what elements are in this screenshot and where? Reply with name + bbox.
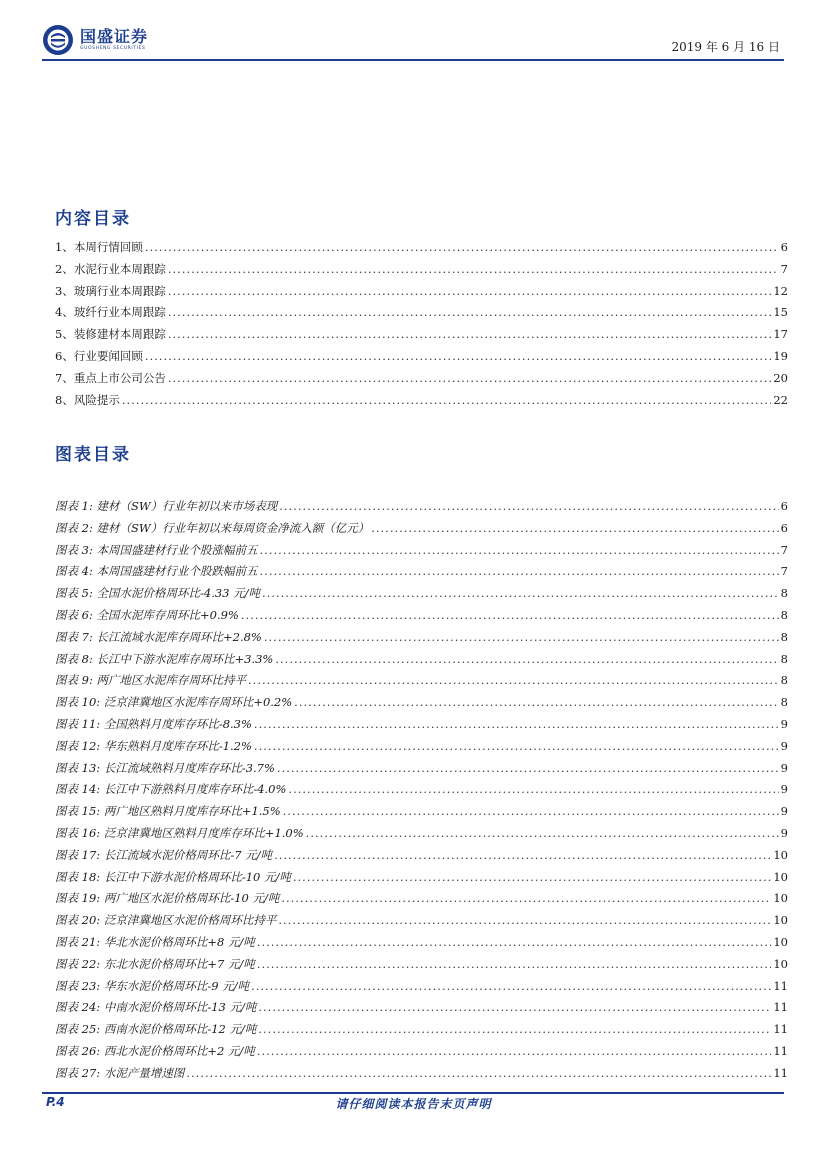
- logo-subtitle: GUOSHENG SECURITIES: [80, 46, 146, 51]
- dot-leader: [257, 932, 772, 954]
- logo-mark-icon: [42, 24, 74, 56]
- dot-leader: [168, 302, 772, 324]
- figure-entry-page: 9: [780, 782, 788, 797]
- dot-leader: [168, 281, 772, 303]
- figure-entry-page: 10: [773, 934, 788, 949]
- figure-entry[interactable]: [55, 540, 788, 562]
- toc-entry[interactable]: [55, 302, 788, 324]
- figure-entry-page: 6: [780, 499, 788, 513]
- figure-entry[interactable]: [55, 605, 788, 627]
- figure-entry-label: 图表 1: 建材（SW）行业年初以来市场表现: [55, 499, 278, 513]
- figure-entry[interactable]: [55, 1019, 788, 1041]
- figure-entry-label: 图表 6: 全国水泥库存周环比+0.9%: [55, 607, 239, 622]
- figure-entry[interactable]: [55, 1041, 788, 1063]
- figure-entry[interactable]: [55, 932, 788, 954]
- figure-entry[interactable]: [55, 627, 788, 649]
- dot-leader: [283, 801, 779, 823]
- footer-divider: [42, 1092, 784, 1094]
- figure-entry[interactable]: [55, 801, 788, 823]
- logo-name: 国盛证券: [80, 27, 149, 46]
- figure-entry[interactable]: [55, 845, 788, 867]
- figure-entry-label: 图表 11: 全国熟料月度库存环比-8.3%: [55, 716, 252, 731]
- footer-disclaimer: 请仔细阅读本报告末页声明: [335, 1097, 492, 1111]
- figure-entry-label: 图表 27: 水泥产量增速图: [55, 1065, 185, 1080]
- dot-leader: [264, 627, 779, 649]
- figure-entry-label: 图表 13: 长江流域熟料月度库存环比-3.7%: [55, 760, 275, 775]
- figure-entry-page: 11: [773, 1043, 788, 1058]
- figure-entry[interactable]: [55, 714, 788, 736]
- figure-entry-label: 图表 19: 两广地区水泥价格周环比-10 元/吨: [55, 891, 280, 906]
- toc-entry-page: 17: [773, 327, 788, 342]
- figure-entry[interactable]: [55, 779, 788, 801]
- dot-leader: [371, 518, 778, 540]
- figure-entry-label: 图表 24: 中南水泥价格周环比-13 元/吨: [55, 1000, 257, 1015]
- toc-entry-page: 6: [780, 240, 788, 254]
- dot-leader: [186, 1063, 771, 1085]
- toc-entry-page: 12: [773, 283, 788, 298]
- figure-entry-label: 图表 4: 本周国盛建材行业个股跌幅前五: [55, 564, 258, 579]
- toc-entry-page: 15: [773, 305, 788, 320]
- figure-entry[interactable]: [55, 1063, 788, 1085]
- contents-list: [55, 237, 788, 411]
- figure-entry-page: 9: [780, 760, 788, 775]
- figure-entry-label: 图表 9: 两广地区水泥库存周环比持平: [55, 673, 247, 688]
- figure-entry-label: 图表 16: 泛京津冀地区熟料月度库存环比+1.0%: [55, 825, 304, 840]
- dot-leader: [275, 649, 778, 671]
- figure-entry-page: 7: [780, 564, 788, 579]
- dot-leader: [257, 1041, 772, 1063]
- dot-leader: [122, 390, 772, 412]
- figure-entry[interactable]: [55, 888, 788, 910]
- figure-entry-label: 图表 23: 华东水泥价格周环比-9 元/吨: [55, 978, 250, 993]
- figure-entry-label: 图表 12: 华东熟料月度库存环比-1.2%: [55, 738, 252, 753]
- toc-entry-label: 8、风险提示: [55, 392, 120, 407]
- figure-entry-label: 图表 5: 全国水泥价格周环比-4.33 元/吨: [55, 586, 261, 601]
- figure-entry[interactable]: [55, 561, 788, 583]
- company-logo: [42, 24, 148, 56]
- dot-leader: [254, 736, 779, 758]
- toc-entry-label: 2、水泥行业本周跟踪: [55, 261, 166, 276]
- figure-entry-label: 图表 26: 西北水泥价格周环比+2 元/吨: [55, 1043, 255, 1058]
- figure-entry-label: 图表 20: 泛京津冀地区水泥价格周环比持平: [55, 913, 277, 928]
- figure-entry-page: 11: [773, 1000, 788, 1015]
- dot-leader: [145, 237, 779, 259]
- toc-entry-page: 19: [773, 348, 788, 363]
- dot-leader: [168, 368, 772, 390]
- figure-entry-label: 图表 10: 泛京津冀地区水泥库存周环比+0.2%: [55, 695, 293, 710]
- figure-entry[interactable]: [55, 954, 788, 976]
- dot-leader: [248, 670, 779, 692]
- figure-entry[interactable]: [55, 583, 788, 605]
- figure-entry-page: 11: [773, 1022, 788, 1037]
- figure-entry-page: 8: [780, 651, 788, 666]
- toc-entry-label: 1、本周行情回顾: [55, 240, 143, 254]
- toc-entry-page: 7: [780, 261, 788, 276]
- toc-entry[interactable]: [55, 368, 788, 390]
- figure-entry-page: 8: [780, 629, 788, 644]
- figure-entry-label: 图表 25: 西南水泥价格周环比-12 元/吨: [55, 1022, 257, 1037]
- figure-entry-label: 图表 21: 华北水泥价格周环比+8 元/吨: [55, 934, 255, 949]
- page-header: [42, 24, 784, 64]
- figure-entry-label: 图表 14: 长江中下游熟料月度库存环比-4.0%: [55, 782, 287, 797]
- figure-entry-page: 9: [780, 738, 788, 753]
- figure-entry-page: 10: [773, 869, 788, 884]
- figure-entry[interactable]: [55, 649, 788, 671]
- figure-entry-page: 10: [773, 891, 788, 906]
- figure-entry-page: 10: [773, 847, 788, 862]
- figure-entry[interactable]: [55, 736, 788, 758]
- figure-entry-label: 图表 22: 东北水泥价格周环比+7 元/吨: [55, 956, 255, 971]
- figure-entry-label: 图表 15: 两广地区熟料月度库存环比+1.5%: [55, 804, 281, 819]
- figure-entry-page: 6: [780, 520, 788, 535]
- dot-leader: [254, 714, 779, 736]
- toc-entry[interactable]: [55, 281, 788, 303]
- dot-leader: [168, 259, 779, 281]
- dot-leader: [278, 910, 771, 932]
- dot-leader: [306, 823, 779, 845]
- dot-leader: [251, 976, 771, 998]
- figure-entry-page: 8: [780, 586, 788, 601]
- figure-entry-page: 11: [773, 1065, 788, 1080]
- figure-entry[interactable]: [55, 758, 788, 780]
- toc-entry-page: 22: [773, 392, 788, 407]
- figure-entry[interactable]: [55, 997, 788, 1019]
- figure-entry-page: 10: [773, 913, 788, 928]
- figure-entry[interactable]: [55, 670, 788, 692]
- figures-title: 图表目录: [55, 445, 131, 465]
- toc-entry[interactable]: [55, 390, 788, 412]
- footer-page-number: P.4: [46, 1095, 65, 1109]
- figure-entry-page: 8: [780, 695, 788, 710]
- figure-entry[interactable]: [55, 692, 788, 714]
- figure-entry-page: 9: [780, 825, 788, 840]
- dot-leader: [168, 324, 772, 346]
- figure-entry-label: 图表 18: 长江中下游水泥价格周环比-10 元/吨: [55, 869, 291, 884]
- contents-title: 内容目录: [55, 209, 131, 229]
- dot-leader: [145, 346, 772, 368]
- header-divider: [42, 59, 784, 61]
- figure-entry-label: 图表 8: 长江中下游水泥库存周环比+3.3%: [55, 651, 274, 666]
- toc-entry-label: 4、玻纤行业本周跟踪: [55, 305, 166, 320]
- figure-entry-page: 8: [780, 673, 788, 688]
- dot-leader: [277, 758, 779, 780]
- dot-leader: [281, 888, 771, 910]
- toc-entry[interactable]: [55, 324, 788, 346]
- dot-leader: [258, 997, 771, 1019]
- dot-leader: [293, 867, 771, 889]
- toc-entry-label: 7、重点上市公司公告: [55, 370, 166, 385]
- dot-leader: [288, 779, 778, 801]
- toc-entry-label: 3、玻璃行业本周跟踪: [55, 283, 166, 298]
- figures-list: [55, 496, 788, 1085]
- figure-entry[interactable]: [55, 496, 788, 518]
- figure-entry-page: 10: [773, 956, 788, 971]
- figure-entry-label: 图表 7: 长江流域水泥库存周环比+2.8%: [55, 629, 262, 644]
- figure-entry[interactable]: [55, 976, 788, 998]
- figure-entry-label: 图表 2: 建材（SW）行业年初以来每周资金净流入额（亿元）: [55, 520, 370, 535]
- figure-entry-page: 9: [780, 804, 788, 819]
- toc-entry[interactable]: [55, 237, 788, 259]
- figure-entry[interactable]: [55, 910, 788, 932]
- figure-entry-page: 8: [780, 607, 788, 622]
- toc-entry[interactable]: [55, 346, 788, 368]
- dot-leader: [262, 583, 779, 605]
- figure-entry-label: 图表 3: 本周国盛建材行业个股涨幅前五: [55, 542, 258, 557]
- report-date: 2019 年 6 月 16 日: [671, 40, 780, 54]
- figure-entry-page: 9: [780, 716, 788, 731]
- dot-leader: [257, 954, 772, 976]
- dot-leader: [258, 1019, 771, 1041]
- toc-entry-label: 5、装修建材本周跟踪: [55, 327, 166, 342]
- figure-entry-page: 7: [780, 542, 788, 557]
- figure-entry[interactable]: [55, 823, 788, 845]
- figure-entry-label: 图表 17: 长江流域水泥价格周环比-7 元/吨: [55, 847, 273, 862]
- figure-entry-page: 11: [773, 978, 788, 993]
- figure-entry[interactable]: [55, 518, 788, 540]
- dot-leader: [260, 561, 779, 583]
- dot-leader: [241, 605, 779, 627]
- dot-leader: [294, 692, 779, 714]
- dot-leader: [274, 845, 771, 867]
- dot-leader: [279, 496, 778, 518]
- figure-entry[interactable]: [55, 867, 788, 889]
- toc-entry-label: 6、行业要闻回顾: [55, 348, 143, 363]
- dot-leader: [260, 540, 779, 562]
- toc-entry-page: 20: [773, 370, 788, 385]
- toc-entry[interactable]: [55, 259, 788, 281]
